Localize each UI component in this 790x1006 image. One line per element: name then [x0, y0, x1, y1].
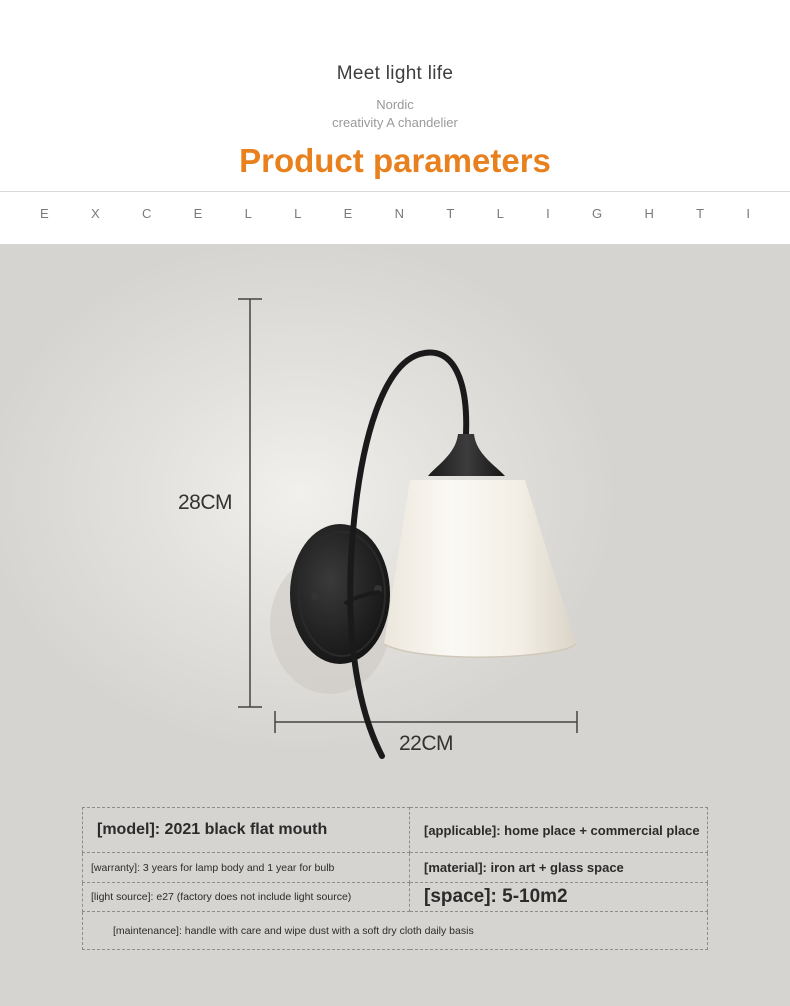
spec-model: [model]: 2021 black flat mouth: [83, 808, 410, 853]
letter: T: [696, 206, 705, 221]
letter: N: [394, 206, 405, 221]
table-row: [83, 883, 708, 912]
subtitle-line-1: Nordic: [376, 97, 414, 112]
spec-light-source: [light source]: e27 (factory does not include light source): [83, 883, 410, 912]
screw: [311, 592, 319, 600]
letter: L: [496, 206, 504, 221]
spec-space: [space]: 5-10m2: [410, 883, 708, 912]
spec-maintenance: [maintenance]: handle with care and wipe dust with a soft dry cloth daily basis: [83, 912, 708, 950]
divider: [0, 191, 790, 192]
letter: L: [294, 206, 302, 221]
width-label: 22CM: [399, 732, 454, 755]
letter: G: [592, 206, 603, 221]
shade-cap: [428, 434, 505, 476]
spec-warranty: [warranty]: 3 years for lamp body and 1 year for bulb: [83, 853, 410, 883]
tagline: Meet light life: [336, 63, 454, 84]
letter: C: [141, 206, 152, 221]
section-title: Product parameters: [239, 142, 551, 179]
letter: I: [746, 206, 750, 221]
spec-material: [material]: iron art + glass space: [410, 853, 708, 883]
spec-table: [82, 807, 708, 950]
spec-applicable: [applicable]: home place + commercial place: [410, 808, 708, 853]
letter: L: [244, 206, 252, 221]
letter: H: [644, 206, 654, 221]
letter: E: [40, 206, 49, 221]
letter: X: [90, 206, 100, 221]
table-row: [83, 912, 708, 950]
glass-shade: [384, 480, 576, 657]
subtitle-line-2: creativity A chandelier: [332, 115, 458, 130]
table-row: [83, 853, 708, 883]
letter: E: [193, 206, 203, 221]
header: [0, 0, 790, 244]
letter-strip: [40, 206, 750, 221]
letter: I: [546, 206, 550, 221]
letter: E: [343, 206, 353, 221]
letter: T: [446, 206, 455, 221]
table-row: [83, 808, 708, 853]
height-label: 28CM: [178, 491, 233, 514]
product-photo: [0, 244, 790, 1006]
